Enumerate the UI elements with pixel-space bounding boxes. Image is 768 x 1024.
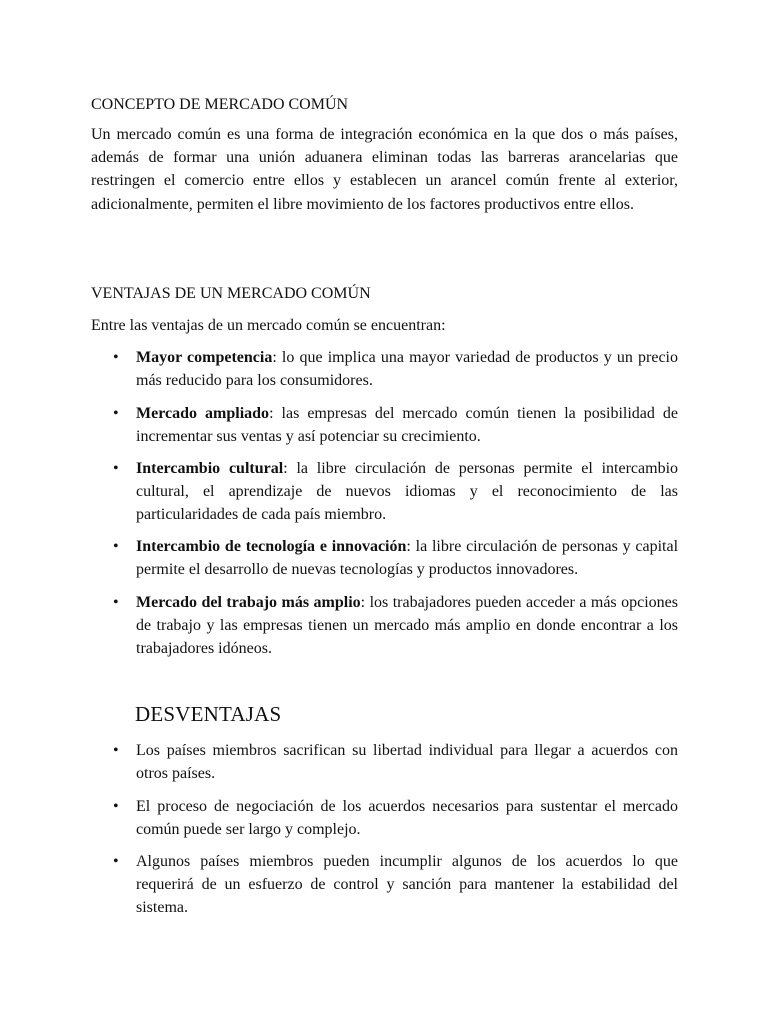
concepto-heading: CONCEPTO DE MERCADO COMÚN bbox=[91, 96, 349, 113]
ventaja-description: : la libre circulación de personas permite el intercambio cultural, el aprendizaje de nuevos idiomas y el reconocimiento de las particularidades de cada país miembro. bbox=[136, 460, 679, 524]
desventaja-text: El proceso de negociación de los acuerdos necesarios para sustentar el mercado común puede ser largo y complejo. bbox=[136, 798, 678, 839]
bullet-icon: • bbox=[113, 742, 119, 759]
ventaja-term: Intercambio cultural bbox=[136, 460, 284, 477]
desventaja-text: Los países miembros sacrifican su libertad individual para llegar a acuerdos con otros países. bbox=[136, 742, 678, 783]
ventaja-term: Intercambio de tecnología e innovación bbox=[136, 538, 407, 555]
ventaja-text bbox=[136, 591, 678, 661]
ventaja-text bbox=[136, 457, 678, 527]
ventaja-term: Mercado ampliado bbox=[136, 405, 270, 422]
ventaja-description: : lo que implica una mayor variedad de productos y un precio más reducido para los consumidores. bbox=[136, 349, 679, 390]
bullet-icon: • bbox=[113, 853, 119, 870]
concepto-paragraph: Un mercado común es una forma de integración económica en la que dos o más países, además de formar una unión aduanera eliminan todas las barreras arancelarias que restringen el comercio entre ellos y establecen un arancel común frente al exterior, adicionalmente, permiten el libre movimiento de los factores productivos entre ellos. bbox=[91, 126, 678, 213]
bullet-icon: • bbox=[113, 405, 119, 422]
bullet-icon: • bbox=[113, 460, 119, 477]
ventaja-description: : la libre circulación de personas y capital permite el desarrollo de nuevas tecnologías y productos innovadores. bbox=[136, 538, 679, 579]
ventajas-intro: Entre las ventajas de un mercado común se encuentran: bbox=[91, 317, 446, 334]
ventaja-term: Mayor competencia bbox=[136, 349, 273, 366]
bullet-icon: • bbox=[113, 798, 119, 815]
bullet-icon: • bbox=[113, 349, 119, 366]
ventaja-term: Mercado del trabajo más amplio bbox=[136, 594, 361, 611]
desventaja-text: Algunos países miembros pueden incumplir algunos de los acuerdos lo que requerirá de un esfuerzo de control y sanción para mantener la estabilidad del sistema. bbox=[136, 853, 678, 917]
ventaja-description: : los trabajadores pueden acceder a más opciones de trabajo y las empresas tienen un mercado más amplio en donde encontrar a los trabajadores idóneos. bbox=[136, 594, 678, 658]
ventaja-text bbox=[136, 535, 678, 581]
bullet-icon: • bbox=[113, 538, 119, 555]
desventajas-heading: DESVENTAJAS bbox=[135, 702, 282, 726]
ventaja-text bbox=[136, 346, 678, 392]
ventajas-heading: VENTAJAS DE UN MERCADO COMÚN bbox=[91, 285, 371, 302]
ventaja-text bbox=[136, 402, 678, 448]
ventaja-description: : las empresas del mercado común tienen la posibilidad de incrementar sus ventas y así potenciar su crecimiento. bbox=[136, 405, 679, 446]
bullet-icon: • bbox=[113, 594, 119, 611]
